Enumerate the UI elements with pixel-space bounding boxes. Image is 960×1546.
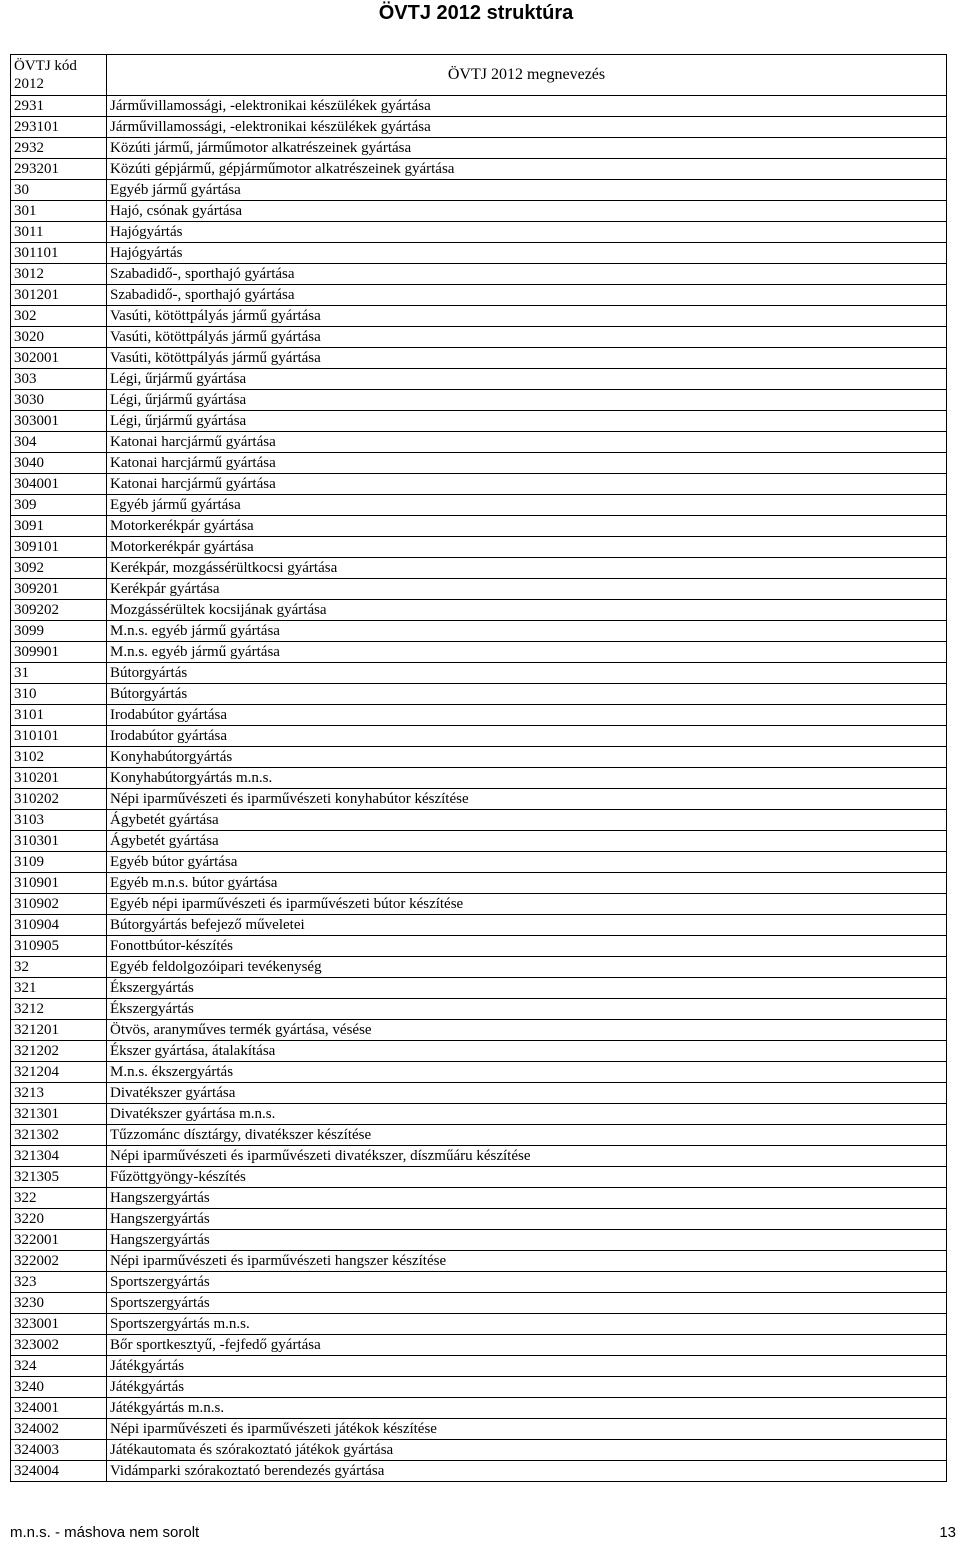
row-code: 3101 (11, 705, 107, 726)
table-header-row (11, 55, 947, 96)
table-row (11, 789, 947, 810)
row-name: Kerékpár, mozgássérültkocsi gyártása (107, 558, 947, 579)
table-row (11, 999, 947, 1020)
column-header-name: ÖVTJ 2012 megnevezés (107, 55, 947, 96)
table-row (11, 243, 947, 264)
row-code: 321204 (11, 1062, 107, 1083)
row-name: Sportszergyártás (107, 1293, 947, 1314)
row-name: Divatékszer gyártása m.n.s. (107, 1104, 947, 1125)
table-row (11, 1272, 947, 1293)
table-row (11, 264, 947, 285)
table-row (11, 390, 947, 411)
row-code: 303 (11, 369, 107, 390)
row-name: Egyéb jármű gyártása (107, 180, 947, 201)
row-name: Egyéb népi iparművészeti és iparművészeti bútor készítése (107, 894, 947, 915)
table-row (11, 1251, 947, 1272)
row-name: Egyéb jármű gyártása (107, 495, 947, 516)
row-code: 309101 (11, 537, 107, 558)
row-name: Irodabútor gyártása (107, 705, 947, 726)
table-row (11, 1104, 947, 1125)
row-code: 303001 (11, 411, 107, 432)
row-code: 2931 (11, 96, 107, 117)
table-row (11, 537, 947, 558)
row-code: 323001 (11, 1314, 107, 1335)
row-name: Vasúti, kötöttpályás jármű gyártása (107, 348, 947, 369)
row-code: 310201 (11, 768, 107, 789)
row-code: 302001 (11, 348, 107, 369)
row-code: 322002 (11, 1251, 107, 1272)
table-row (11, 1209, 947, 1230)
table-row (11, 810, 947, 831)
row-name: Irodabútor gyártása (107, 726, 947, 747)
row-code: 3092 (11, 558, 107, 579)
row-code: 3102 (11, 747, 107, 768)
table-row (11, 180, 947, 201)
row-code: 3020 (11, 327, 107, 348)
table-row (11, 873, 947, 894)
row-code: 322001 (11, 1230, 107, 1251)
table-row (11, 453, 947, 474)
table-row (11, 684, 947, 705)
row-name: Bútorgyártás befejező műveletei (107, 915, 947, 936)
row-code: 310 (11, 684, 107, 705)
row-code: 3240 (11, 1377, 107, 1398)
row-name: Hangszergyártás (107, 1209, 947, 1230)
table-row (11, 1440, 947, 1461)
row-name: Hajógyártás (107, 222, 947, 243)
row-name: Kerékpár gyártása (107, 579, 947, 600)
row-code: 321304 (11, 1146, 107, 1167)
row-name: M.n.s. egyéb jármű gyártása (107, 642, 947, 663)
row-code: 324 (11, 1356, 107, 1377)
table-row (11, 747, 947, 768)
row-code: 3212 (11, 999, 107, 1020)
row-name: Vasúti, kötöttpályás jármű gyártása (107, 327, 947, 348)
row-code: 3109 (11, 852, 107, 873)
row-name: Légi, űrjármű gyártása (107, 369, 947, 390)
row-name: Népi iparművészeti és iparművészeti divatékszer, díszműáru készítése (107, 1146, 947, 1167)
row-name: Ékszer gyártása, átalakítása (107, 1041, 947, 1062)
row-code: 324003 (11, 1440, 107, 1461)
row-code: 31 (11, 663, 107, 684)
row-code: 324004 (11, 1461, 107, 1482)
row-code: 321201 (11, 1020, 107, 1041)
row-name: Katonai harcjármű gyártása (107, 474, 947, 495)
row-name: Ágybetét gyártása (107, 831, 947, 852)
table-row (11, 642, 947, 663)
row-name: Járművillamossági, -elektronikai készülékek gyártása (107, 96, 947, 117)
table-row (11, 1230, 947, 1251)
table-row (11, 1356, 947, 1377)
row-name: Játékautomata és szórakoztató játékok gyártása (107, 1440, 947, 1461)
table-row (11, 1293, 947, 1314)
row-code: 324002 (11, 1419, 107, 1440)
row-code: 2932 (11, 138, 107, 159)
column-header-code (11, 55, 107, 96)
row-code: 302 (11, 306, 107, 327)
row-name: M.n.s. egyéb jármű gyártása (107, 621, 947, 642)
page-number: 13 (939, 1524, 956, 1541)
row-name: Divatékszer gyártása (107, 1083, 947, 1104)
table-row (11, 348, 947, 369)
row-code: 304 (11, 432, 107, 453)
row-code: 301 (11, 201, 107, 222)
row-code: 301201 (11, 285, 107, 306)
table-row (11, 117, 947, 138)
row-code: 3213 (11, 1083, 107, 1104)
table-row (11, 1125, 947, 1146)
row-code: 3230 (11, 1293, 107, 1314)
table-row (11, 1146, 947, 1167)
row-code: 3103 (11, 810, 107, 831)
footer-note: m.n.s. - máshova nem sorolt (10, 1524, 200, 1541)
row-name: Játékgyártás (107, 1356, 947, 1377)
table-row (11, 579, 947, 600)
row-name: Szabadidő-, sporthajó gyártása (107, 285, 947, 306)
row-name: Légi, űrjármű gyártása (107, 411, 947, 432)
row-code: 322 (11, 1188, 107, 1209)
row-code: 321 (11, 978, 107, 999)
row-name: Konyhabútorgyártás m.n.s. (107, 768, 947, 789)
table-row (11, 159, 947, 180)
table-row (11, 1419, 947, 1440)
row-code: 3099 (11, 621, 107, 642)
table-row (11, 1461, 947, 1482)
row-name: Közúti jármű, járműmotor alkatrészeinek gyártása (107, 138, 947, 159)
row-name: Járművillamossági, -elektronikai készülékek gyártása (107, 117, 947, 138)
row-name: Katonai harcjármű gyártása (107, 432, 947, 453)
table-row (11, 621, 947, 642)
table-row (11, 726, 947, 747)
table-row (11, 705, 947, 726)
row-name: Konyhabútorgyártás (107, 747, 947, 768)
row-code: 310202 (11, 789, 107, 810)
row-name: Egyéb bútor gyártása (107, 852, 947, 873)
row-name: Hajó, csónak gyártása (107, 201, 947, 222)
table-row (11, 516, 947, 537)
row-code: 30 (11, 180, 107, 201)
table-row (11, 768, 947, 789)
table-row (11, 138, 947, 159)
row-name: Tűzzománc dísztárgy, divatékszer készítése (107, 1125, 947, 1146)
page-title: ÖVTJ 2012 struktúra (378, 2, 574, 24)
table-row (11, 222, 947, 243)
row-name: Motorkerékpár gyártása (107, 537, 947, 558)
row-code: 293201 (11, 159, 107, 180)
row-name: Ékszergyártás (107, 999, 947, 1020)
row-code: 301101 (11, 243, 107, 264)
row-name: Közúti gépjármű, gépjárműmotor alkatrészeinek gyártása (107, 159, 947, 180)
row-name: Játékgyártás (107, 1377, 947, 1398)
row-code: 310901 (11, 873, 107, 894)
row-code: 323 (11, 1272, 107, 1293)
row-name: Egyéb feldolgozóipari tevékenység (107, 957, 947, 978)
row-code: 323002 (11, 1335, 107, 1356)
table-body (11, 96, 947, 1482)
row-name: Ágybetét gyártása (107, 810, 947, 831)
table-row (11, 600, 947, 621)
table-row (11, 201, 947, 222)
table-row (11, 1167, 947, 1188)
row-code: 309201 (11, 579, 107, 600)
row-name: Bútorgyártás (107, 684, 947, 705)
table-row (11, 1335, 947, 1356)
table-row (11, 1188, 947, 1209)
row-code: 321302 (11, 1125, 107, 1146)
row-name: Bútorgyártás (107, 663, 947, 684)
table-row (11, 432, 947, 453)
table-row (11, 915, 947, 936)
row-name: Katonai harcjármű gyártása (107, 453, 947, 474)
row-name: Sportszergyártás (107, 1272, 947, 1293)
row-name: Népi iparművészeti és iparművészeti hangszer készítése (107, 1251, 947, 1272)
table-row (11, 96, 947, 117)
row-name: Mozgássérültek kocsijának gyártása (107, 600, 947, 621)
table-row (11, 978, 947, 999)
table-row (11, 285, 947, 306)
table-row (11, 894, 947, 915)
table-row (11, 663, 947, 684)
row-code: 321305 (11, 1167, 107, 1188)
table-row (11, 1398, 947, 1419)
table-row (11, 936, 947, 957)
row-code: 3030 (11, 390, 107, 411)
row-name: Szabadidő-, sporthajó gyártása (107, 264, 947, 285)
row-code: 310905 (11, 936, 107, 957)
column-header-code-line2: 2012 (14, 76, 44, 92)
row-name: Játékgyártás m.n.s. (107, 1398, 947, 1419)
row-name: Ékszergyártás (107, 978, 947, 999)
row-name: Népi iparművészeti és iparművészeti játékok készítése (107, 1419, 947, 1440)
table-row (11, 558, 947, 579)
table-row (11, 852, 947, 873)
table-row (11, 495, 947, 516)
row-code: 310904 (11, 915, 107, 936)
row-code: 32 (11, 957, 107, 978)
table-row (11, 1041, 947, 1062)
row-code: 3220 (11, 1209, 107, 1230)
table-row (11, 327, 947, 348)
table-row (11, 474, 947, 495)
table-row (11, 1083, 947, 1104)
column-header-code-line1: ÖVTJ kód (14, 58, 77, 74)
row-name: Fonottbútor-készítés (107, 936, 947, 957)
row-name: Hajógyártás (107, 243, 947, 264)
table-row (11, 369, 947, 390)
row-name: Hangszergyártás (107, 1230, 947, 1251)
row-name: M.n.s. ékszergyártás (107, 1062, 947, 1083)
row-code: 3011 (11, 222, 107, 243)
row-code: 324001 (11, 1398, 107, 1419)
table-row (11, 306, 947, 327)
table-row (11, 1377, 947, 1398)
row-name: Sportszergyártás m.n.s. (107, 1314, 947, 1335)
row-name: Ötvös, aranyműves termék gyártása, vésése (107, 1020, 947, 1041)
row-code: 321202 (11, 1041, 107, 1062)
table-row (11, 1062, 947, 1083)
row-code: 304001 (11, 474, 107, 495)
row-code: 321301 (11, 1104, 107, 1125)
row-name: Bőr sportkesztyű, -fejfedő gyártása (107, 1335, 947, 1356)
row-code: 309901 (11, 642, 107, 663)
row-code: 3040 (11, 453, 107, 474)
row-name: Motorkerékpár gyártása (107, 516, 947, 537)
row-code: 310902 (11, 894, 107, 915)
row-name: Egyéb m.n.s. bútor gyártása (107, 873, 947, 894)
classification-table (10, 54, 947, 1482)
row-name: Hangszergyártás (107, 1188, 947, 1209)
row-code: 3012 (11, 264, 107, 285)
row-code: 3091 (11, 516, 107, 537)
table-row (11, 831, 947, 852)
row-code: 310101 (11, 726, 107, 747)
row-code: 293101 (11, 117, 107, 138)
row-name: Népi iparművészeti és iparművészeti konyhabútor készítése (107, 789, 947, 810)
row-name: Vidámparki szórakoztató berendezés gyártása (107, 1461, 947, 1482)
row-code: 310301 (11, 831, 107, 852)
row-name: Fűzöttgyöngy-készítés (107, 1167, 947, 1188)
table-row (11, 411, 947, 432)
row-name: Légi, űrjármű gyártása (107, 390, 947, 411)
table-row (11, 957, 947, 978)
table-row (11, 1314, 947, 1335)
row-code: 309 (11, 495, 107, 516)
row-name: Vasúti, kötöttpályás jármű gyártása (107, 306, 947, 327)
table-row (11, 1020, 947, 1041)
row-code: 309202 (11, 600, 107, 621)
